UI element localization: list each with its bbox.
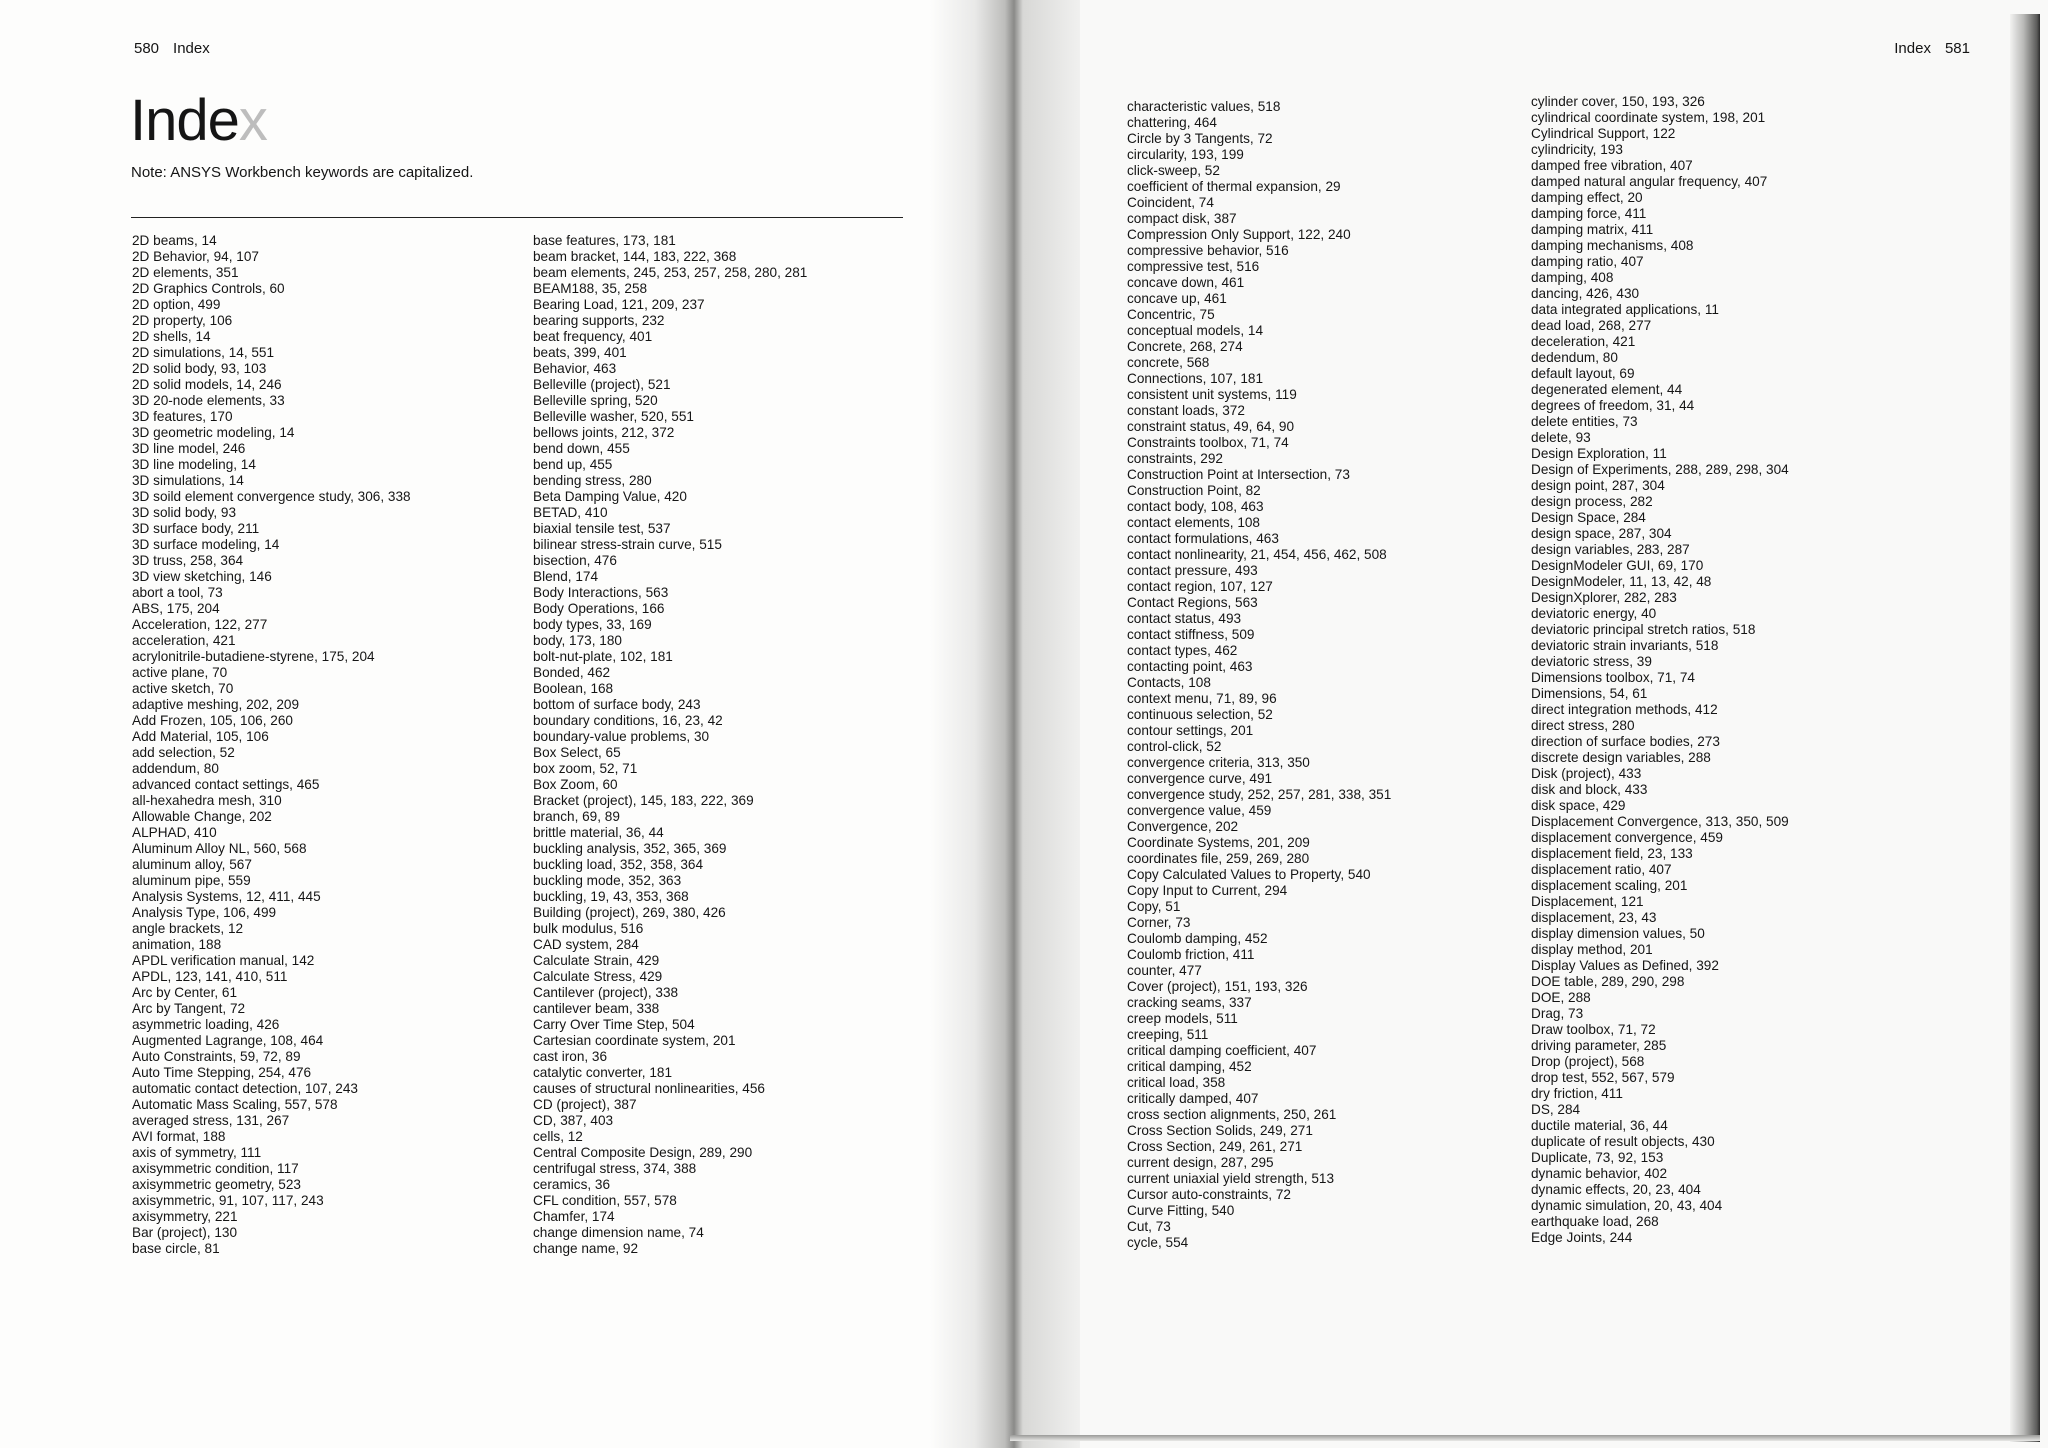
- index-entry: contact pressure, 493: [1127, 563, 1258, 578]
- index-entry: deviatoric principal stretch ratios, 518: [1531, 622, 1756, 637]
- index-entry: Behavior, 463: [533, 361, 617, 376]
- index-entry: cross section alignments, 250, 261: [1127, 1107, 1337, 1122]
- page-number: 580: [134, 40, 160, 57]
- index-entry: 2D solid models, 14, 246: [132, 377, 282, 392]
- index-entry: Acceleration, 122, 277: [132, 617, 268, 632]
- index-entry: Box Zoom, 60: [533, 777, 618, 792]
- page-title: [130, 88, 267, 153]
- index-entry: Arc by Center, 61: [132, 985, 238, 1000]
- index-entry: centrifugal stress, 374, 388: [533, 1161, 697, 1176]
- index-entry: CFL condition, 557, 578: [533, 1193, 677, 1208]
- index-entry: damping matrix, 411: [1531, 222, 1654, 237]
- index-entry: 3D solid body, 93: [132, 505, 237, 520]
- index-entry: coefficient of thermal expansion, 29: [1127, 179, 1341, 194]
- index-entry: base features, 173, 181: [533, 233, 676, 248]
- index-entry: consistent unit systems, 119: [1127, 387, 1297, 402]
- index-entry: beat frequency, 401: [533, 329, 653, 344]
- index-entry: critical load, 358: [1127, 1075, 1226, 1090]
- index-entry: Coulomb damping, 452: [1127, 931, 1268, 946]
- index-entry: DesignModeler GUI, 69, 170: [1531, 558, 1704, 573]
- index-entry: display method, 201: [1531, 942, 1653, 957]
- index-entry: convergence curve, 491: [1127, 771, 1273, 786]
- index-entry: delete, 93: [1531, 430, 1591, 445]
- index-entry: Bracket (project), 145, 183, 222, 369: [533, 793, 754, 808]
- index-entry: Cross Section, 249, 261, 271: [1127, 1139, 1303, 1154]
- index-entry: coordinates file, 259, 269, 280: [1127, 851, 1310, 866]
- index-entry: Boolean, 168: [533, 681, 614, 696]
- index-entry: change name, 92: [533, 1241, 639, 1256]
- index-entry: circularity, 193, 199: [1127, 147, 1244, 162]
- index-entry: dry friction, 411: [1531, 1086, 1623, 1101]
- index-entry: contact elements, 108: [1127, 515, 1260, 530]
- index-entry: bending stress, 280: [533, 473, 652, 488]
- index-column-4: [1531, 94, 1789, 1246]
- index-entry: contour settings, 201: [1127, 723, 1254, 738]
- index-entry: beats, 399, 401: [533, 345, 627, 360]
- index-entry: contact status, 493: [1127, 611, 1242, 626]
- index-entry: 2D option, 499: [132, 297, 221, 312]
- index-entry: Bar (project), 130: [132, 1225, 238, 1240]
- index-entry: Construction Point at Intersection, 73: [1127, 467, 1350, 482]
- index-entry: acrylonitrile-butadiene-styrene, 175, 204: [132, 649, 375, 664]
- index-entry: biaxial tensile test, 537: [533, 521, 671, 536]
- index-entry: dead load, 268, 277: [1531, 318, 1652, 333]
- index-entry: adaptive meshing, 202, 209: [132, 697, 300, 712]
- index-entry: Body Interactions, 563: [533, 585, 669, 600]
- index-entry: displacement, 23, 43: [1531, 910, 1657, 925]
- index-entry: axisymmetric, 91, 107, 117, 243: [132, 1193, 324, 1208]
- index-entry: deceleration, 421: [1531, 334, 1636, 349]
- index-entry: 2D solid body, 93, 103: [132, 361, 267, 376]
- index-entry: bottom of surface body, 243: [533, 697, 701, 712]
- index-entry: characteristic values, 518: [1127, 99, 1281, 114]
- index-entry: Curve Fitting, 540: [1127, 1203, 1235, 1218]
- index-entry: Draw toolbox, 71, 72: [1531, 1022, 1656, 1037]
- index-entry: default layout, 69: [1531, 366, 1635, 381]
- index-entry: ALPHAD, 410: [132, 825, 217, 840]
- index-entry: Chamfer, 174: [533, 1209, 615, 1224]
- page-folio-right: [1894, 40, 1970, 57]
- index-entry: bellows joints, 212, 372: [533, 425, 675, 440]
- index-entry: Edge Joints, 244: [1531, 1230, 1633, 1245]
- index-entry: axisymmetric geometry, 523: [132, 1177, 301, 1192]
- index-entry: dynamic effects, 20, 23, 404: [1531, 1182, 1701, 1197]
- index-entry: Displacement Convergence, 313, 350, 509: [1531, 814, 1789, 829]
- index-entry: dancing, 426, 430: [1531, 286, 1640, 301]
- index-entry: bend down, 455: [533, 441, 630, 456]
- index-entry: conceptual models, 14: [1127, 323, 1264, 338]
- index-entry: displacement scaling, 201: [1531, 878, 1688, 893]
- index-note: Note: ANSYS Workbench keywords are capitalized.: [131, 164, 474, 181]
- index-entry: change dimension name, 74: [533, 1225, 704, 1240]
- index-entry: contact region, 107, 127: [1127, 579, 1273, 594]
- index-entry: Calculate Stress, 429: [533, 969, 663, 984]
- index-entry: degrees of freedom, 31, 44: [1531, 398, 1695, 413]
- index-entry: counter, 477: [1127, 963, 1202, 978]
- index-entry: concrete, 568: [1127, 355, 1210, 370]
- index-entry: active plane, 70: [132, 665, 228, 680]
- index-entry: damping, 408: [1531, 270, 1614, 285]
- index-entry: concave down, 461: [1127, 275, 1245, 290]
- index-entry: 3D surface modeling, 14: [132, 537, 280, 552]
- index-entry: buckling mode, 352, 363: [533, 873, 682, 888]
- index-entry: design point, 287, 304: [1531, 478, 1665, 493]
- index-entry: constant loads, 372: [1127, 403, 1245, 418]
- index-entry: angle brackets, 12: [132, 921, 244, 936]
- index-entry: causes of structural nonlinearities, 456: [533, 1081, 765, 1096]
- index-entry: data integrated applications, 11: [1531, 302, 1719, 317]
- index-entry: critically damped, 407: [1127, 1091, 1259, 1106]
- index-entry: Connections, 107, 181: [1127, 371, 1264, 386]
- index-entry: CD (project), 387: [533, 1097, 637, 1112]
- index-entry: Circle by 3 Tangents, 72: [1127, 131, 1273, 146]
- index-entry: bulk modulus, 516: [533, 921, 644, 936]
- index-entry: contact nonlinearity, 21, 454, 456, 462, 508: [1127, 547, 1387, 562]
- index-entry: Copy Input to Current, 294: [1127, 883, 1288, 898]
- index-entry: Drop (project), 568: [1531, 1054, 1645, 1069]
- index-entry: displacement ratio, 407: [1531, 862, 1672, 877]
- index-entry: DS, 284: [1531, 1102, 1581, 1117]
- index-entry: 2D simulations, 14, 551: [132, 345, 275, 360]
- index-entry: direction of surface bodies, 273: [1531, 734, 1720, 749]
- index-entry: 3D geometric modeling, 14: [132, 425, 295, 440]
- index-entry: bolt-nut-plate, 102, 181: [533, 649, 673, 664]
- index-entry: buckling analysis, 352, 365, 369: [533, 841, 727, 856]
- index-entry: Constraints toolbox, 71, 74: [1127, 435, 1289, 450]
- index-entry: cast iron, 36: [533, 1049, 608, 1064]
- index-entry: BEAM188, 35, 258: [533, 281, 648, 296]
- index-entry: cylindrical coordinate system, 198, 201: [1531, 110, 1766, 125]
- index-entry: Display Values as Defined, 392: [1531, 958, 1719, 973]
- index-entry: Duplicate, 73, 92, 153: [1531, 1150, 1664, 1165]
- index-entry: damped natural angular frequency, 407: [1531, 174, 1768, 189]
- index-entry: dynamic simulation, 20, 43, 404: [1531, 1198, 1723, 1213]
- index-entry: buckling, 19, 43, 353, 368: [533, 889, 689, 904]
- index-entry: ABS, 175, 204: [132, 601, 220, 616]
- index-entry: CAD system, 284: [533, 937, 639, 952]
- index-entry: box zoom, 52, 71: [533, 761, 638, 776]
- index-entry: active sketch, 70: [132, 681, 234, 696]
- index-entry: branch, 69, 89: [533, 809, 620, 824]
- index-entry: Bonded, 462: [533, 665, 611, 680]
- index-entry: Cover (project), 151, 193, 326: [1127, 979, 1308, 994]
- index-entry: cells, 12: [533, 1129, 583, 1144]
- index-entry: Arc by Tangent, 72: [132, 1001, 246, 1016]
- index-entry: damping force, 411: [1531, 206, 1647, 221]
- index-entry: convergence value, 459: [1127, 803, 1272, 818]
- index-entry: 3D line modeling, 14: [132, 457, 256, 472]
- index-entry: ductile material, 36, 44: [1531, 1118, 1668, 1133]
- index-entry: Cartesian coordinate system, 201: [533, 1033, 736, 1048]
- index-entry: convergence study, 252, 257, 281, 338, 351: [1127, 787, 1392, 802]
- index-entry: Carry Over Time Step, 504: [533, 1017, 695, 1032]
- index-entry: contact formulations, 463: [1127, 531, 1279, 546]
- index-entry: contacting point, 463: [1127, 659, 1253, 674]
- index-entry: base circle, 81: [132, 1241, 220, 1256]
- index-entry: 2D property, 106: [132, 313, 233, 328]
- index-entry: Aluminum Alloy NL, 560, 568: [132, 841, 307, 856]
- index-entry: catalytic converter, 181: [533, 1065, 673, 1080]
- index-entry: cylindricity, 193: [1531, 142, 1623, 157]
- index-entry: context menu, 71, 89, 96: [1127, 691, 1277, 706]
- index-entry: Contacts, 108: [1127, 675, 1211, 690]
- index-entry: Auto Time Stepping, 254, 476: [132, 1065, 312, 1080]
- index-entry: direct stress, 280: [1531, 718, 1635, 733]
- index-entry: Cut, 73: [1127, 1219, 1171, 1234]
- index-entry: driving parameter, 285: [1531, 1038, 1667, 1053]
- index-entry: BETAD, 410: [533, 505, 608, 520]
- index-entry: 3D features, 170: [132, 409, 233, 424]
- index-entry: Coulomb friction, 411: [1127, 947, 1255, 962]
- index-entry: Design of Experiments, 288, 289, 298, 304: [1531, 462, 1789, 477]
- index-column-2: [533, 233, 807, 1257]
- index-entry: disk and block, 433: [1531, 782, 1648, 797]
- index-entry: addendum, 80: [132, 761, 219, 776]
- index-entry: boundary-value problems, 30: [533, 729, 710, 744]
- index-entry: Dimensions, 54, 61: [1531, 686, 1648, 701]
- index-column-1: [132, 233, 411, 1257]
- index-entry: displacement convergence, 459: [1531, 830, 1723, 845]
- index-entry: bearing supports, 232: [533, 313, 665, 328]
- index-entry: averaged stress, 131, 267: [132, 1113, 290, 1128]
- index-entry: direct integration methods, 412: [1531, 702, 1718, 717]
- index-entry: Dimensions toolbox, 71, 74: [1531, 670, 1695, 685]
- index-entry: 2D shells, 14: [132, 329, 211, 344]
- index-entry: Augmented Lagrange, 108, 464: [132, 1033, 324, 1048]
- index-entry: bisection, 476: [533, 553, 617, 568]
- index-entry: buckling load, 352, 358, 364: [533, 857, 704, 872]
- page-folio-left: [134, 40, 210, 57]
- index-entry: advanced contact settings, 465: [132, 777, 320, 792]
- index-entry: constraints, 292: [1127, 451, 1223, 466]
- index-entry: displacement field, 23, 133: [1531, 846, 1693, 861]
- index-entry: animation, 188: [132, 937, 222, 952]
- index-entry: design variables, 283, 287: [1531, 542, 1690, 557]
- index-entry: Central Composite Design, 289, 290: [533, 1145, 753, 1160]
- index-entry: DOE, 288: [1531, 990, 1591, 1005]
- index-entry: cantilever beam, 338: [533, 1001, 660, 1016]
- index-entry: contact types, 462: [1127, 643, 1238, 658]
- index-entry: automatic contact detection, 107, 243: [132, 1081, 358, 1096]
- index-entry: Analysis Systems, 12, 411, 445: [132, 889, 321, 904]
- index-entry: Design Space, 284: [1531, 510, 1646, 525]
- index-entry: Copy Calculated Values to Property, 540: [1127, 867, 1371, 882]
- index-entry: Beta Damping Value, 420: [533, 489, 687, 504]
- index-entry: DesignModeler, 11, 13, 42, 48: [1531, 574, 1712, 589]
- index-entry: 3D truss, 258, 364: [132, 553, 244, 568]
- index-entry: delete entities, 73: [1531, 414, 1638, 429]
- index-entry: Coincident, 74: [1127, 195, 1214, 210]
- index-entry: beam elements, 245, 253, 257, 258, 280, 281: [533, 265, 808, 280]
- index-entry: Convergence, 202: [1127, 819, 1239, 834]
- index-entry: critical damping, 452: [1127, 1059, 1252, 1074]
- index-entry: DesignXplorer, 282, 283: [1531, 590, 1677, 605]
- index-entry: damping effect, 20: [1531, 190, 1643, 205]
- index-column-3: [1127, 99, 1391, 1251]
- index-entry: Cylindrical Support, 122: [1531, 126, 1676, 141]
- index-entry: 2D beams, 14: [132, 233, 217, 248]
- index-entry: Cantilever (project), 338: [533, 985, 679, 1000]
- index-entry: Coordinate Systems, 201, 209: [1127, 835, 1310, 850]
- index-entry: beam bracket, 144, 183, 222, 368: [533, 249, 737, 264]
- index-entry: 3D soild element convergence study, 306, 338: [132, 489, 411, 504]
- index-entry: Concentric, 75: [1127, 307, 1215, 322]
- index-entry: 3D surface body, 211: [132, 521, 260, 536]
- index-entry: current design, 287, 295: [1127, 1155, 1274, 1170]
- title-main: Inde: [130, 88, 239, 153]
- index-entry: Bearing Load, 121, 209, 237: [533, 297, 705, 312]
- index-entry: continuous selection, 52: [1127, 707, 1273, 722]
- index-entry: aluminum alloy, 567: [132, 857, 252, 872]
- index-entry: Allowable Change, 202: [132, 809, 272, 824]
- index-entry: Contact Regions, 563: [1127, 595, 1258, 610]
- index-entry: critical damping coefficient, 407: [1127, 1043, 1317, 1058]
- index-entry: 3D view sketching, 146: [132, 569, 272, 584]
- index-entry: Disk (project), 433: [1531, 766, 1642, 781]
- index-entry: aluminum pipe, 559: [132, 873, 251, 888]
- index-entry: add selection, 52: [132, 745, 235, 760]
- index-entry: click-sweep, 52: [1127, 163, 1220, 178]
- index-entry: asymmetric loading, 426: [132, 1017, 280, 1032]
- index-entry: Automatic Mass Scaling, 557, 578: [132, 1097, 338, 1112]
- index-entry: design process, 282: [1531, 494, 1653, 509]
- index-entry: ceramics, 36: [533, 1177, 611, 1192]
- index-entry: bilinear stress-strain curve, 515: [533, 537, 722, 552]
- index-entry: disk space, 429: [1531, 798, 1626, 813]
- index-entry: boundary conditions, 16, 23, 42: [533, 713, 723, 728]
- index-entry: abort a tool, 73: [132, 585, 223, 600]
- index-entry: Belleville washer, 520, 551: [533, 409, 694, 424]
- index-entry: Cross Section Solids, 249, 271: [1127, 1123, 1313, 1138]
- index-entry: Design Exploration, 11: [1531, 446, 1667, 461]
- index-entry: Add Frozen, 105, 106, 260: [132, 713, 293, 728]
- index-entry: AVI format, 188: [132, 1129, 226, 1144]
- index-entry: body, 173, 180: [533, 633, 622, 648]
- index-entry: display dimension values, 50: [1531, 926, 1705, 941]
- index-entry: acceleration, 421: [132, 633, 236, 648]
- index-entry: damped free vibration, 407: [1531, 158, 1693, 173]
- index-entry: damping mechanisms, 408: [1531, 238, 1694, 253]
- index-entry: Construction Point, 82: [1127, 483, 1261, 498]
- index-entry: APDL verification manual, 142: [132, 953, 315, 968]
- right-page: [1010, 0, 2048, 1448]
- index-entry: Concrete, 268, 274: [1127, 339, 1243, 354]
- title-tail: x: [238, 88, 267, 153]
- index-entry: Belleville spring, 520: [533, 393, 658, 408]
- index-entry: deviatoric energy, 40: [1531, 606, 1657, 621]
- page-number: 581: [1944, 40, 1970, 57]
- index-entry: CD, 387, 403: [533, 1113, 614, 1128]
- index-entry: compact disk, 387: [1127, 211, 1237, 226]
- index-entry: creeping, 511: [1127, 1027, 1209, 1042]
- index-entry: body types, 33, 169: [533, 617, 652, 632]
- index-entry: 2D Graphics Controls, 60: [132, 281, 285, 296]
- index-entry: axisymmetry, 221: [132, 1209, 238, 1224]
- index-entry: Corner, 73: [1127, 915, 1191, 930]
- page-bottom-shadow: [1010, 1435, 2040, 1441]
- index-entry: Copy, 51: [1127, 899, 1181, 914]
- index-entry: compressive behavior, 516: [1127, 243, 1289, 258]
- index-entry: damping ratio, 407: [1531, 254, 1644, 269]
- running-head: Index: [1894, 40, 1931, 57]
- index-entry: Add Material, 105, 106: [132, 729, 269, 744]
- index-entry: compressive test, 516: [1127, 259, 1260, 274]
- index-entry: convergence criteria, 313, 350: [1127, 755, 1310, 770]
- index-entry: contact body, 108, 463: [1127, 499, 1264, 514]
- index-entry: 2D Behavior, 94, 107: [132, 249, 259, 264]
- index-entry: Compression Only Support, 122, 240: [1127, 227, 1351, 242]
- index-entry: cracking seams, 337: [1127, 995, 1252, 1010]
- index-entry: all-hexahedra mesh, 310: [132, 793, 282, 808]
- index-entry: axis of symmetry, 111: [132, 1145, 262, 1160]
- index-entry: Blend, 174: [533, 569, 599, 584]
- index-entry: 2D elements, 351: [132, 265, 239, 280]
- index-entry: 3D 20-node elements, 33: [132, 393, 285, 408]
- index-entry: Drag, 73: [1531, 1006, 1584, 1021]
- index-entry: dynamic behavior, 402: [1531, 1166, 1668, 1181]
- index-entry: constraint status, 49, 64, 90: [1127, 419, 1295, 434]
- index-entry: bend up, 455: [533, 457, 613, 472]
- index-entry: Cursor auto-constraints, 72: [1127, 1187, 1291, 1202]
- index-entry: 3D line model, 246: [132, 441, 246, 456]
- page-edge-shadow: [2010, 14, 2040, 1442]
- index-entry: deviatoric strain invariants, 518: [1531, 638, 1719, 653]
- index-entry: concave up, 461: [1127, 291, 1227, 306]
- running-head: Index: [173, 40, 210, 57]
- index-entry: cylinder cover, 150, 193, 326: [1531, 94, 1705, 109]
- index-entry: Body Operations, 166: [533, 601, 665, 616]
- index-entry: DOE table, 289, 290, 298: [1531, 974, 1685, 989]
- index-entry: chattering, 464: [1127, 115, 1217, 130]
- index-entry: deviatoric stress, 39: [1531, 654, 1652, 669]
- index-entry: Box Select, 65: [533, 745, 621, 760]
- title-divider: [131, 217, 903, 218]
- index-entry: Displacement, 121: [1531, 894, 1644, 909]
- index-entry: degenerated element, 44: [1531, 382, 1683, 397]
- index-entry: dedendum, 80: [1531, 350, 1618, 365]
- index-entry: Calculate Strain, 429: [533, 953, 660, 968]
- index-entry: discrete design variables, 288: [1531, 750, 1711, 765]
- index-entry: 3D simulations, 14: [132, 473, 244, 488]
- index-entry: cycle, 554: [1127, 1235, 1189, 1250]
- index-entry: Building (project), 269, 380, 426: [533, 905, 726, 920]
- index-entry: drop test, 552, 567, 579: [1531, 1070, 1675, 1085]
- index-entry: design space, 287, 304: [1531, 526, 1672, 541]
- index-entry: control-click, 52: [1127, 739, 1222, 754]
- index-entry: current uniaxial yield strength, 513: [1127, 1171, 1335, 1186]
- index-entry: Auto Constraints, 59, 72, 89: [132, 1049, 301, 1064]
- index-entry: duplicate of result objects, 430: [1531, 1134, 1715, 1149]
- index-entry: contact stiffness, 509: [1127, 627, 1255, 642]
- index-entry: creep models, 511: [1127, 1011, 1238, 1026]
- index-entry: brittle material, 36, 44: [533, 825, 664, 840]
- index-entry: Belleville (project), 521: [533, 377, 671, 392]
- index-entry: Analysis Type, 106, 499: [132, 905, 277, 920]
- index-entry: axisymmetric condition, 117: [132, 1161, 299, 1176]
- index-entry: earthquake load, 268: [1531, 1214, 1659, 1229]
- left-page: [0, 0, 990, 1448]
- book-gutter-shadow: [930, 0, 1080, 1448]
- index-entry: APDL, 123, 141, 410, 511: [132, 969, 288, 984]
